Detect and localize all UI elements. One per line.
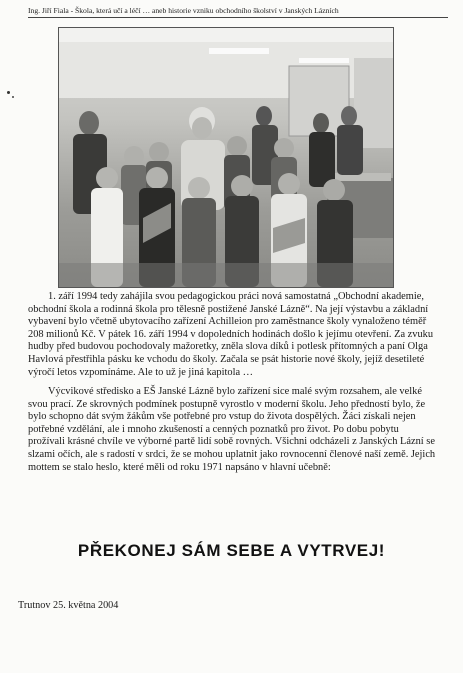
place-and-date: Trutnov 25. května 2004 xyxy=(18,600,119,611)
running-header: Ing. Jiří Fiala - Škola, která učí a léčí … aneb historie vzniku obchodního školství v Janských Lázních xyxy=(28,6,339,15)
group-photo-illustration xyxy=(59,28,393,287)
header-rule xyxy=(28,17,448,18)
school-motto: PŘEKONEJ SÁM SEBE A VYTRVEJ! xyxy=(77,541,386,560)
paragraph-training-centre: Výcvikové středisko a EŠ Janské Lázně bylo zařízení sice malé svým rozsahem, ale velké svou prací. Ze skrovných podmínek postupně vyrostlo v moderní školu. Jeho předností bylo, že bylo schopno dát svým žákům vše potřebné pro vstup do života dospělých. Žáci získali nejen potřebné vzdělání, ale i mnoho zkušeností a cenných poznatků pro život. Po dobu pobytu prožívali krásné chvíle ve výborné partě lidí sobě rovných. Všichni odcházeli z Janských Lázní se slzami očích, ale s radostí v srdci, že se mohou uplatnit jako rovnocenní členové naší země. Jejich mottem se stalo heslo, které měli od roku 1971 napsáno v hlavní učebně: xyxy=(28,386,436,473)
group-photo xyxy=(58,27,394,288)
scan-speck xyxy=(12,96,14,98)
scan-speck xyxy=(7,91,10,94)
paragraph-opening: 1. září 1994 tedy zahájila svou pedagogickou práci nová samostatná „Obchodní akademie, obchodní škola a rodinná škola pro tělesně postižené Janské Lázně“. Na její výstavbu a základní vybavení bylo včetně ubytovacího zařízení Achilleion pro zaměstnance školy vynaloženo téměř 208 milionů Kč. V pátek 16. září 1994 v dopoledních hodinách došlo k jejímu otevření. Za zvuku hudby před budovou pochodovaly mažoretky, zněla slova díků i potlesk přítomných a paní Olga Havlová přestřihla pásku ke vchodu do školy. Začala se psát historie nové školy, jejíž desetileté výročí letos vzpomínáme. Ale to už je jiná kapitola … xyxy=(28,291,434,378)
